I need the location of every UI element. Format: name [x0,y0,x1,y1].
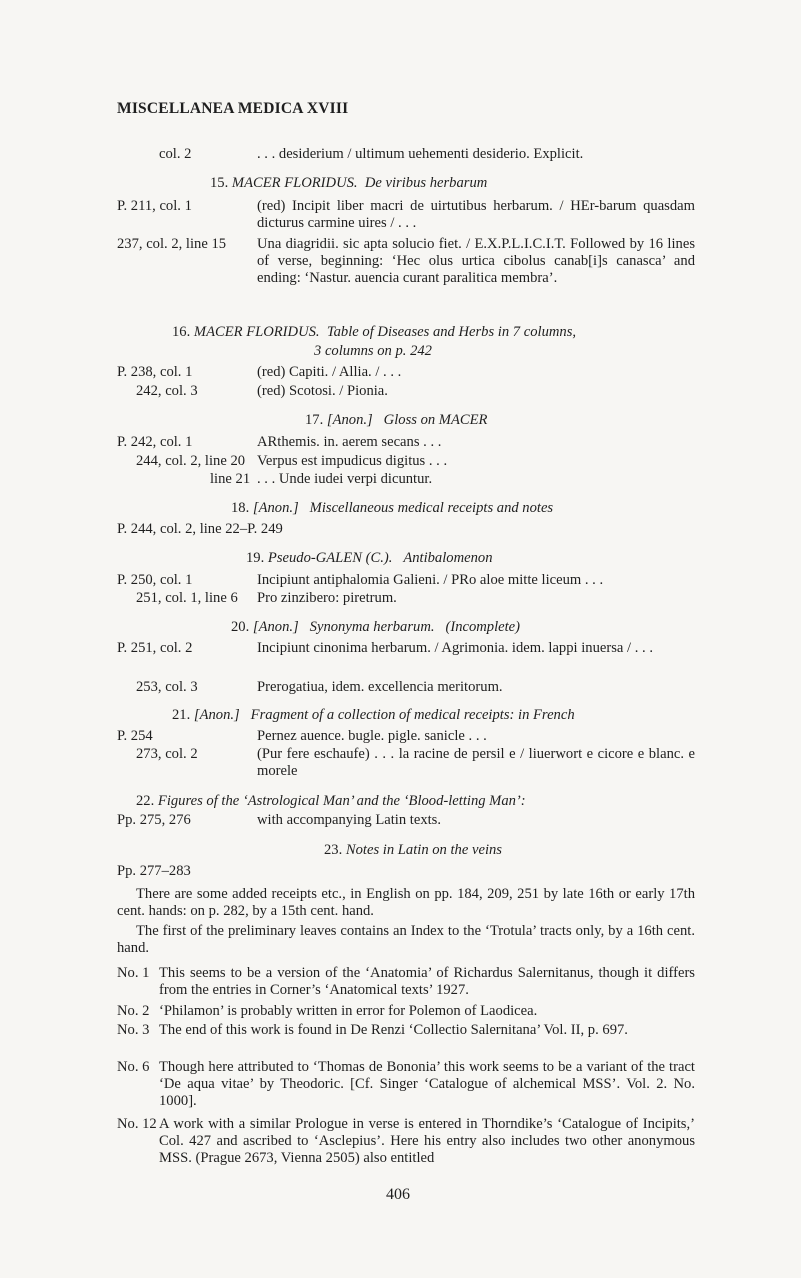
entry-16-subtitle: Table of Diseases and Herbs in 7 columns, [326,324,577,340]
entry-15-title: MACER FLORIDUS. [231,175,358,191]
note-text-12: A work with a similar Prologue in verse is entered in Thorndike’s ‘Catalogue of Incipits,’ Col. 427 and ascribed to ‘Asclepius’. Here his entry also includes two other anonymous MSS. (Prague 2673, Vienna 2505) also entitled [159,1116,695,1166]
entry-16-loc-2: 242, col. 3 [136,383,198,399]
entry-16-text-2: (red) Scotosi. / Pionia. [257,383,388,399]
entry-18-subtitle: Miscellaneous medical receipts and notes [309,500,554,516]
entry-18-title: [Anon.] [252,500,299,516]
entry-23-loc-1: Pp. 277–283 [117,863,191,879]
entry-15-heading [210,175,487,192]
entry-21-num: 21. [172,707,191,723]
running-header: MISCELLANEA MEDICA XVIII [117,100,349,117]
entry-19-text-2: Pro zinzibero: piretrum. [257,590,397,606]
note-text-3: The end of this work is found in De Renzi ‘Collectio Salernitana’ Vol. II, p. 697. [159,1022,628,1038]
entry-16-loc-1: P. 238, col. 1 [117,364,193,380]
page-number: 406 [386,1186,410,1203]
entry-23-num: 23. [324,842,343,858]
entry-16-heading [172,324,576,341]
entry-20-text-2: Prerogatiua, idem. excellencia meritorum. [257,679,503,695]
entry-20-loc-1: P. 251, col. 2 [117,640,193,656]
note-label-3: No. 3 [117,1022,150,1038]
entry-20-num: 20. [231,619,250,635]
entry-19-loc-2: 251, col. 1, line 6 [136,590,238,606]
note-text-2: ‘Philamon’ is probably written in error for Polemon of Laodicea. [159,1003,538,1019]
note-label-12: No. 12 [117,1116,157,1132]
entry-15-loc-1: P. 211, col. 1 [117,198,192,214]
entry-16-num: 16. [172,324,191,340]
entry-20-subtitle: Synonyma herbarum. [309,619,435,635]
entry-16-subtitle-2-text: 3 columns on p. 242 [314,343,432,359]
entry-21-text-2: (Pur fere eschaufe) . . . la racine de persil e / liuerwort e cicore e blanc. e morele [257,746,695,779]
entry-17-title: [Anon.] [326,412,373,428]
entry-19-title: Pseudo-GALEN (C.). [267,550,393,566]
entry-16-text-1: (red) Capiti. / Allia. / . . . [257,364,402,380]
entry-20-text-1: Incipiunt cinonima herbarum. / Agrimonia. idem. lappi inuersa / . . . [257,640,653,656]
paragraph-1: There are some added receipts etc., in English on pp. 184, 209, 251 by late 16th or early 17th cent. hands: on p. 282, by a 15th cent. hand. [117,886,695,919]
note-label-6: No. 6 [117,1059,150,1075]
entry-21-loc-2: 273, col. 2 [136,746,198,762]
entry-21-title: [Anon.] [193,707,240,723]
entry-17-heading [305,412,487,429]
paragraph-2: The first of the preliminary leaves contains an Index to the ‘Trotula’ tracts only, by a 16th cent. hand. [117,923,695,956]
entry-15-subtitle: De viribus herbarum [364,175,488,191]
entry-18-loc-1: P. 244, col. 2, line 22–P. 249 [117,521,283,537]
entry-22-text-1: with accompanying Latin texts. [257,812,441,828]
entry-16-title: MACER FLORIDUS. [193,324,320,340]
entry-19-text-1: Incipiunt antiphalomia Galieni. / PRo aloe mitte liceum . . . [257,572,604,588]
entry-23-title: Notes in Latin on the veins [345,842,502,858]
entry-23-heading [324,842,502,859]
note-text-6: Though here attributed to ‘Thomas de Bononia’ this work seems to be a variant of the tract ‘De aqua vitae’ by Theodoric. [Cf. Singer ‘Catalogue of alchemical MSS’. Vol. 2. No. 1000]. [159,1059,695,1109]
entry-21-text-1: Pernez auence. bugle. pigle. sanicle . . . [257,728,487,744]
entry-20-subtitle-2: (Incomplete) [445,619,521,635]
entry-17-loc-1: P. 242, col. 1 [117,434,193,450]
entry-15-loc-2: 237, col. 2, line 15 [117,236,227,252]
entry-21-loc-1: P. 254 [117,728,153,744]
entry-17-num: 17. [305,412,324,428]
entry-17-text-1: ARthemis. in. aerem secans . . . [257,434,442,450]
entry-19-num: 19. [246,550,265,566]
entry-22-num: 22. [136,793,155,809]
entry-20-heading [231,619,520,636]
entry-17-text-2: Verpus est impudicus digitus . . . [257,453,448,469]
note-text-1: This seems to be a version of the ‘Anatomia’ of Richardus Salernitanus, though it differs from the entries in Corner’s ‘Anatomical texts’ 1927. [159,965,695,998]
entry-22-loc-1: Pp. 275, 276 [117,812,191,828]
entry-14-text: . . . desiderium / ultimum uehementi desiderio. Explicit. [257,146,584,162]
entry-17-subtitle: Gloss on MACER [383,412,488,428]
entry-22-title: Figures of the ‘Astrological Man’ and the ‘Blood-letting Man’: [157,793,526,809]
entry-16-subtitle-2 [314,343,432,360]
entry-19-loc-1: P. 250, col. 1 [117,572,193,588]
entry-15-text-2: Una diagridii. sic apta solucio fiet. / E.X.P.L.I.C.I.T. Followed by 16 lines of verse, beginning: ‘Hec olus urtica cibolus canab[i]s canasca’ and ending: ‘Nastur. auencia curant paralitica membra’. [257,236,695,286]
entry-20-title: [Anon.] [252,619,299,635]
entry-15-text-1: (red) Incipit liber macri de uirtutibus herbarum. / HEr-barum quasdam dicturus carmine uires / . . . [257,198,695,231]
entry-19-heading [246,550,493,567]
entry-21-heading [172,707,575,724]
entry-22-heading [136,793,526,810]
entry-18-heading [231,500,553,517]
entry-20-loc-2: 253, col. 3 [136,679,198,695]
entry-21-subtitle: Fragment of a collection of medical receipts: in French [250,707,575,723]
entry-14-loc: col. 2 [159,146,192,162]
note-label-2: No. 2 [117,1003,150,1019]
entry-18-num: 18. [231,500,250,516]
entry-15-num: 15. [210,175,229,191]
entry-17-text-3: . . . Unde iudei verpi dicuntur. [257,471,433,487]
note-label-1: No. 1 [117,965,150,981]
entry-17-loc-2: 244, col. 2, line 20 [136,453,246,469]
entry-17-loc-3: line 21 [210,471,251,487]
entry-19-subtitle: Antibalomenon [403,550,493,566]
